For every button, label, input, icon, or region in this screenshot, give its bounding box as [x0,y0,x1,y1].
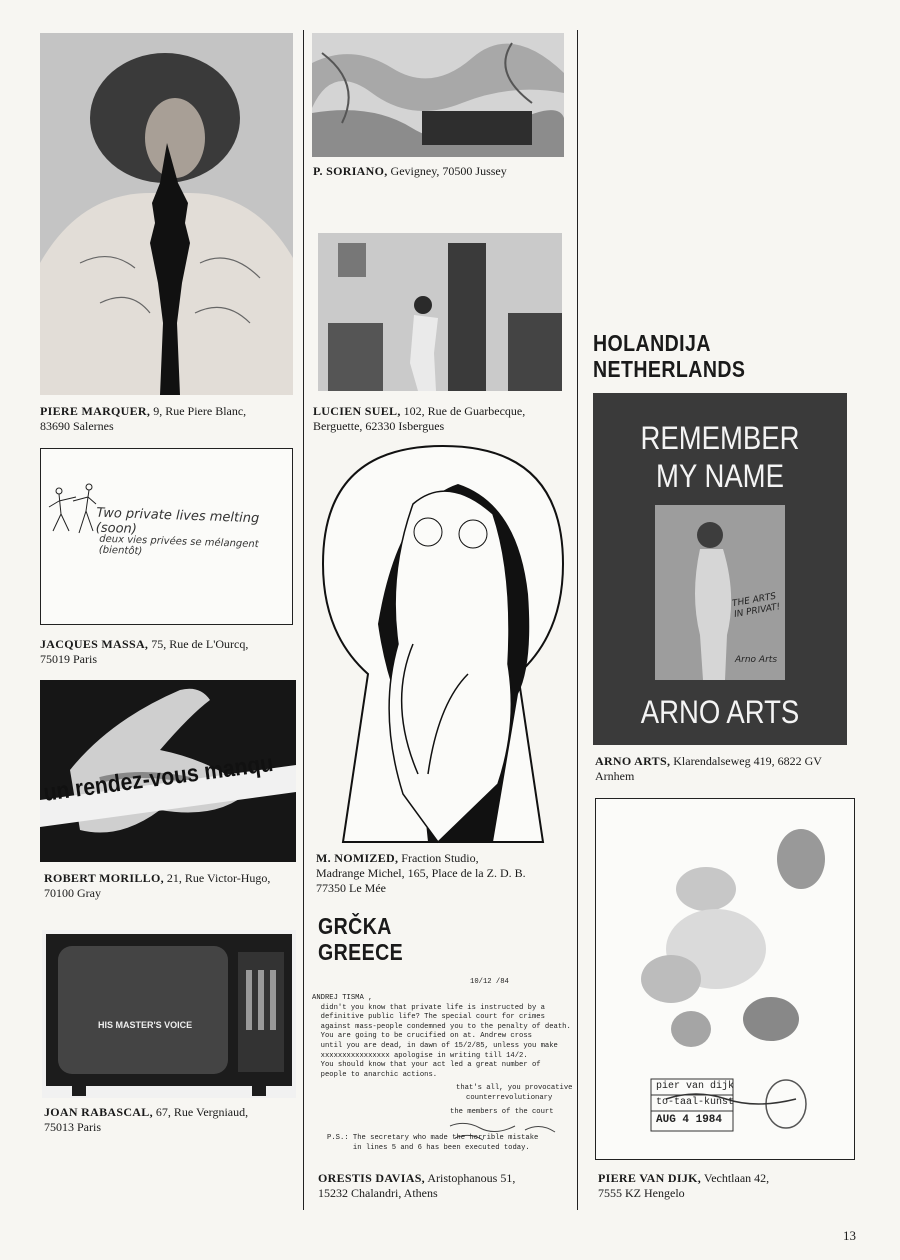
arno-caption: ARNO ARTS, Klarendalseweg 419, 6822 GV Arnhem [595,754,822,783]
suel-photo [318,233,562,391]
vandijk-date-stamp: AUG 4 1984 [656,1114,723,1126]
arno-poster-title-1: REMEMBER [640,420,800,456]
arno-inset-signature: Arno Arts [735,655,778,665]
column-rule-right [577,30,578,1210]
column-rule-left [303,30,304,1210]
marquer-caption: PIERE MARQUER, 9, Rue Piere Blanc, 83690 Salernes [40,404,247,433]
rabascal-photo [42,930,296,1098]
vandijk-artwork [595,798,855,1160]
netherlands-heading: HOLANDIJA NETHERLANDS [593,330,746,382]
arno-poster-footer: ARNO ARTS [640,694,800,730]
vandijk-caption: PIERE VAN DIJK, Vechtlaan 42, 7555 KZ Hengelo [598,1171,770,1200]
davias-caption: ORESTIS DAVIAS, Aristophanous 51, 15232 Chalandri, Athens [318,1171,516,1200]
suel-caption: LUCIEN SUEL, 102, Rue de Guarbecque, Berguette, 62330 Isbergues [313,404,526,433]
morillo-banner-text: un rendez-vous manqu [42,749,275,807]
vandijk-stamp-line2: to-taal-kunst [656,1097,735,1108]
soriano-caption: P. SORIANO, Gevigney, 70500 Jussey [313,164,507,178]
arno-inset-photo [655,505,785,680]
letter-ps: P.S.: The secretary who made the horrible mistake in lines 5 and 6 has been executed today. [327,1134,539,1152]
massa-handwriting-1: Two private lives melting (soon) [95,505,260,538]
arno-poster-title-2: MY NAME [656,458,784,494]
vandijk-stamp-line1: pier van dijk [656,1081,735,1092]
marquer-photo [40,33,293,395]
massa-handwriting-2: deux vies privées se mélangent (bientôt) [98,533,259,558]
greece-heading: GRČKA GREECE [318,913,404,965]
letter-closing-2: counterrevolutionary [466,1094,553,1102]
nomized-drawing [318,444,568,844]
nomized-caption: M. NOMIZED, Fraction Studio, Madrange Michel, 165, Place de la Z. D. B. 77350 Le Mée [316,851,526,895]
letter-closing-3: the members of the court [450,1108,554,1116]
rabascal-tv-text: HIS MASTER'S VOICE [98,1020,193,1030]
letter-body: ANDREJ TISMA , didn't you know that private life is instructed by a definitive public life? The special court for crimes against mass-people condemned you to the penalty of death. You are going to be crucified on at. Andrew cross until you are dead, in dawn of 15/2/85, unless you make xxxxxxxxxxxxxxxx apologise in writing till 14/2. You should know that your act led a great number of people to anarchic actions. [312,994,571,1079]
letter-date: 10/12 /84 [470,978,509,986]
soriano-image [312,33,564,157]
rabascal-caption: JOAN RABASCAL, 67, Rue Vergniaud, 75013 Paris [44,1105,249,1134]
page-number: 13 [843,1228,856,1243]
arno-poster [593,393,847,745]
arno-inset-text: THE ARTS IN PRIVAT! [731,591,782,621]
morillo-photo [40,680,296,862]
massa-card [40,448,293,625]
morillo-caption: ROBERT MORILLO, 21, Rue Victor-Hugo, 70100 Gray [44,871,271,900]
massa-caption: JACQUES MASSA, 75, Rue de L'Ourcq, 75019 Paris [40,637,249,666]
letter-closing-1: that's all, you provocative [456,1084,573,1092]
